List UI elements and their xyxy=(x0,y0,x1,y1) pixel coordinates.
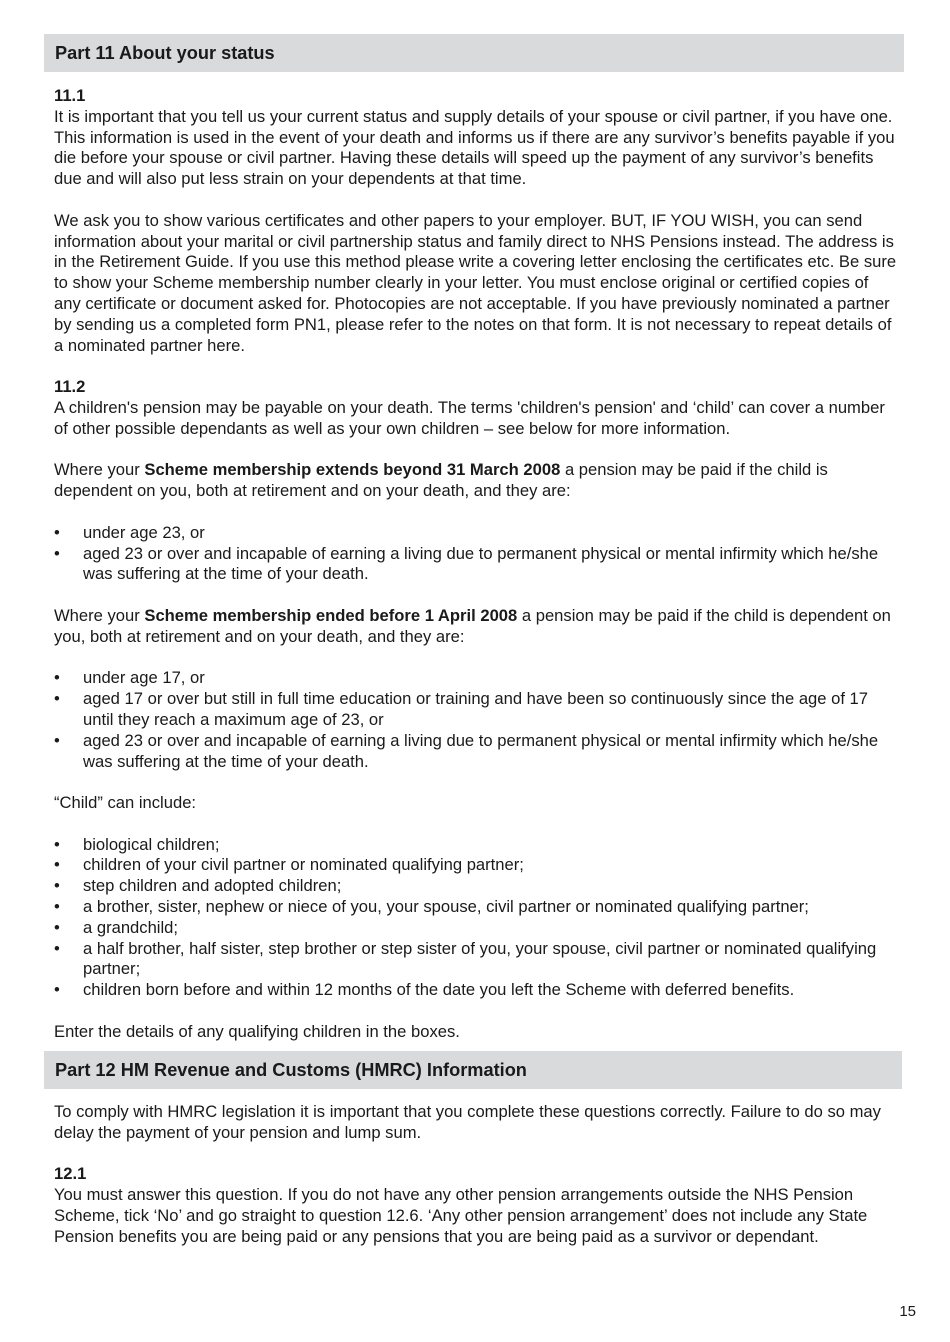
before-2008-list xyxy=(54,668,899,772)
question-12-1-number: 12.1 xyxy=(54,1164,87,1184)
part-11-header xyxy=(44,34,904,72)
question-11-1-para-1: It is important that you tell us your current status and supply details of your spouse or civil partner, if you have one. This information is used in the event of your death and informs us if there are any survivor’s benefits payable if you die before your spouse or civil partner. Having these details will speed up the payment of any survivor’s benefits due and will also put less strain on your dependents at that time. xyxy=(54,106,895,189)
list-item: • under age 23, or xyxy=(54,522,205,542)
beyond-2008-statement: Where your Scheme membership extends beyond 31 March 2008 a pension may be paid if the child is dependent on you, both at retirement and on your death, and they are: xyxy=(54,460,828,501)
part-12-body xyxy=(54,1102,899,1248)
part-12-title: Part 12 HM Revenue and Customs (HMRC) Information xyxy=(55,1060,527,1080)
page-number: 15 xyxy=(899,1303,916,1320)
beyond-2008-list xyxy=(54,523,899,585)
list-item: • aged 17 or over but still in full time education or training and have been so continuously since the age of 17 until they reach a maximum age of 23, or xyxy=(54,689,869,729)
list-item: • step children and adopted children; xyxy=(54,876,342,896)
part-12-header xyxy=(44,1051,902,1089)
part-11-body xyxy=(54,86,899,1043)
question-11-2-closing: Enter the details of any qualifying children in the boxes. xyxy=(54,1021,460,1041)
before-2008-statement: Where your Scheme membership ended before 1 April 2008 a pension may be paid if the child is dependent on you, both at retirement and on your death, and they are: xyxy=(54,605,891,646)
beyond-2008-emphasis: Scheme membership extends beyond 31 March 2008 xyxy=(144,460,561,480)
question-11-1-para-2: We ask you to show various certificates and other papers to your employer. BUT, IF YOU WISH, you can send information about your marital or civil partnership status and family direct to NHS Pensions instead. The address is in the Retirement Guide. If you use this method please write a covering letter enclosing the certificates etc. Be sure to show your Scheme membership number clearly in your letter. You must enclose original or certified copies of any certificate or document asked for. Photocopies are not acceptable. If you have previously nominated a partner by sending us a completed form PN1, please refer to the notes on that form. It is not necessary to repeat details of a nominated partner here. xyxy=(54,210,897,355)
list-item: • a grandchild; xyxy=(54,917,179,937)
list-item: • biological children; xyxy=(54,834,220,854)
question-11-1-number: 11.1 xyxy=(54,86,86,105)
list-item: • under age 17, or xyxy=(54,668,205,688)
list-item: • aged 23 or over and incapable of earning a living due to permanent physical or mental infirmity which he/she was suffering at the time of your death. xyxy=(54,543,879,584)
list-item: • aged 23 or over and incapable of earning a living due to permanent physical or mental infirmity which he/she was suffering at the time of your death. xyxy=(54,730,879,771)
child-definition-intro: “Child” can include: xyxy=(54,793,197,813)
list-item: • children of your civil partner or nominated qualifying partner; xyxy=(54,855,524,875)
question-12-1-text: You must answer this question. If you do not have any other pension arrangements outside the NHS Pension Scheme, tick ‘No’ and go straight to question 12.6. ‘Any other pension arrangement’ does not include any State Pension benefits you are being paid or any pensions that you are being paid as a survivor or dependant. xyxy=(54,1185,868,1246)
list-item: • a half brother, half sister, step brother or step sister of you, your spouse, civil partner or nominated qualifying partner; xyxy=(54,938,877,979)
list-item: • a brother, sister, nephew or niece of you, your spouse, civil partner or nominated qualifying partner; xyxy=(54,897,809,917)
list-item: • children born before and within 12 months of the date you left the Scheme with deferred benefits. xyxy=(54,980,795,1000)
question-11-2-intro: A children's pension may be payable on your death. The terms 'children's pension' and ‘child’ can cover a number of other possible dependants as well as your own children – see below for more information. xyxy=(54,397,885,438)
before-2008-emphasis: Scheme membership ended before 1 April 2008 xyxy=(144,605,518,625)
part-11-title: Part 11 About your status xyxy=(55,43,275,63)
child-definition-list xyxy=(54,835,899,1001)
question-11-2-number: 11.2 xyxy=(54,377,86,397)
part-12-intro: To comply with HMRC legislation it is important that you complete these questions correctly. Failure to do so may delay the payment of your pension and lump sum. xyxy=(54,1102,881,1142)
